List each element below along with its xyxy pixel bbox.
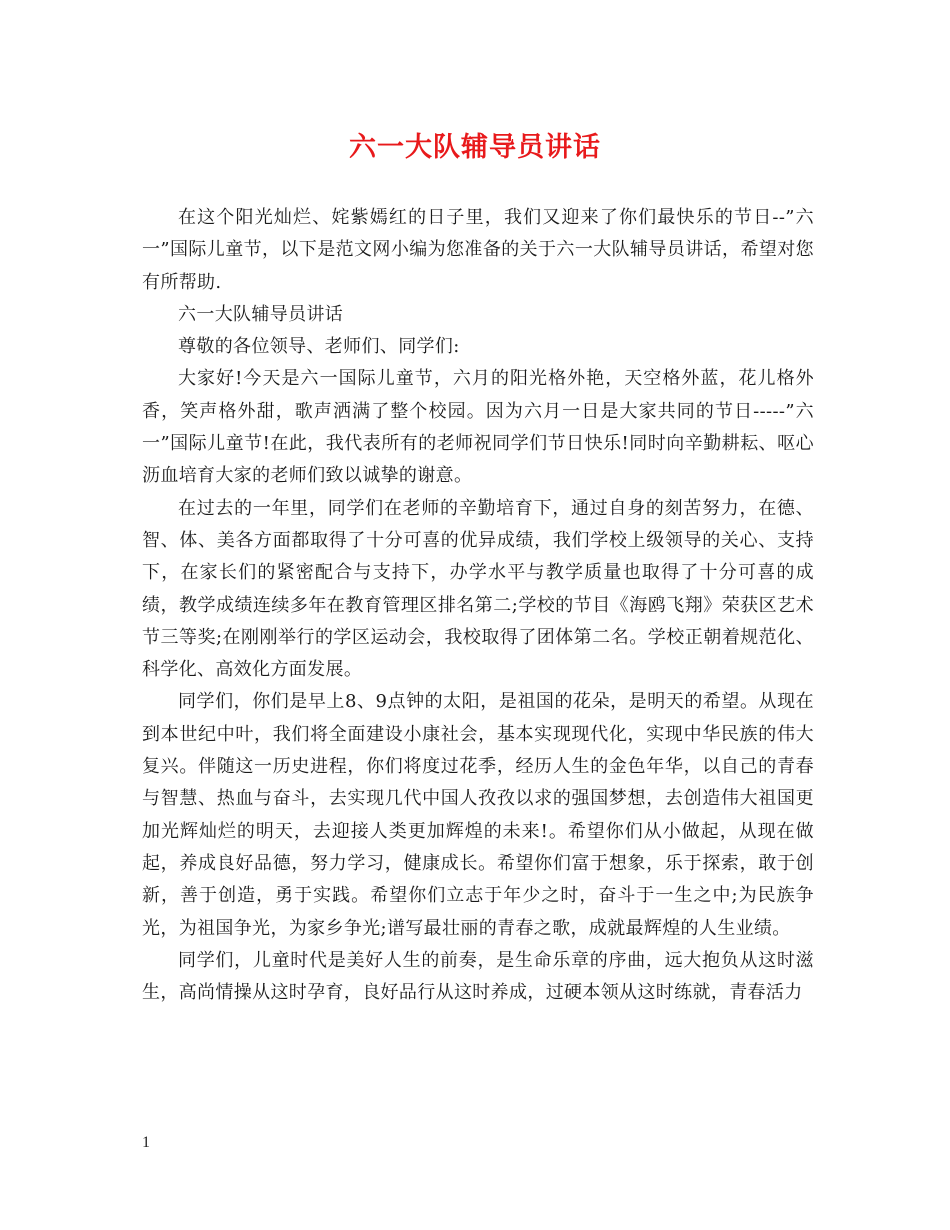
page-number: 1: [142, 1134, 150, 1151]
paragraph-heading: 六一大队辅导员讲话: [178, 303, 344, 325]
document-title: 六一大队辅导员讲话: [349, 132, 601, 163]
paragraph-intro: 在这个阳光灿烂、姹紫嫣红的日子里，我们又迎来了你们最快乐的节日--”六一”国际儿童节，以下是范文网小编为您准备的关于六一大队辅导员讲话，希望对您有所帮助.: [142, 207, 814, 293]
paragraph-hopes: 同学们，你们是早上8、9点钟的太阳，是祖国的花朵，是明天的希望。从现在到本世纪中叶，我们将全面建设小康社会，基本实现现代化，实现中华民族的伟大复兴。伴随这一历史进程，你们将度过花季，经历人生的金色年华，以自己的青春与智慧、热血与奋斗，去实现几代中国人孜孜以求的强国梦想，去创造伟大祖国更加光辉灿烂的明天，去迎接人类更加辉煌的未来!。希望你们从小做起，从现在做起，养成良好品德，努力学习，健康成长。希望你们富于想象，乐于探索，敢于创新，善于创造，勇于实践。希望你们立志于年少之时，奋斗于一生之中;为民族争光，为祖国争光，为家乡争光;谱写最壮丽的青春之歌，成就最辉煌的人生业绩。: [142, 691, 814, 939]
paragraph-achievements: 在过去的一年里，同学们在老师的辛勤培育下，通过自身的刻苦努力，在德、智、体、美各方面都取得了十分可喜的优异成绩，我们学校上级领导的关心、支持下，在家长们的紧密配合与支持下，办学水平与教学质量也取得了十分可喜的成绩，教学成绩连续多年在教育管理区排名第二;学校的节目《海鸥飞翔》荣获区艺术节三等奖;在刚刚举行的学区运动会，我校取得了团体第二名。学校正朝着规范化、科学化、高效化方面发展。: [142, 497, 814, 681]
paragraph-salutation: 尊敬的各位领导、老师们、同学们:: [178, 336, 460, 358]
paragraph-greeting: 大家好!今天是六一国际儿童节，六月的阳光格外艳，天空格外蓝，花儿格外香，笑声格外甜，歌声洒满了整个校园。因为六月一日是大家共同的节日-----”六一”国际儿童节!在此，我代表所有的老师祝同学们节日快乐!同时向辛勤耕耘、呕心沥血培育大家的老师们致以诚挚的谢意。: [142, 368, 814, 487]
paragraph-childhood: 同学们，儿童时代是美好人生的前奏，是生命乐章的序曲，远大抱负从这时滋生，高尚情操从这时孕育，良好品行从这时养成，过硬本领从这时练就，青春活力: [142, 949, 814, 1004]
document-body: [142, 202, 814, 1009]
